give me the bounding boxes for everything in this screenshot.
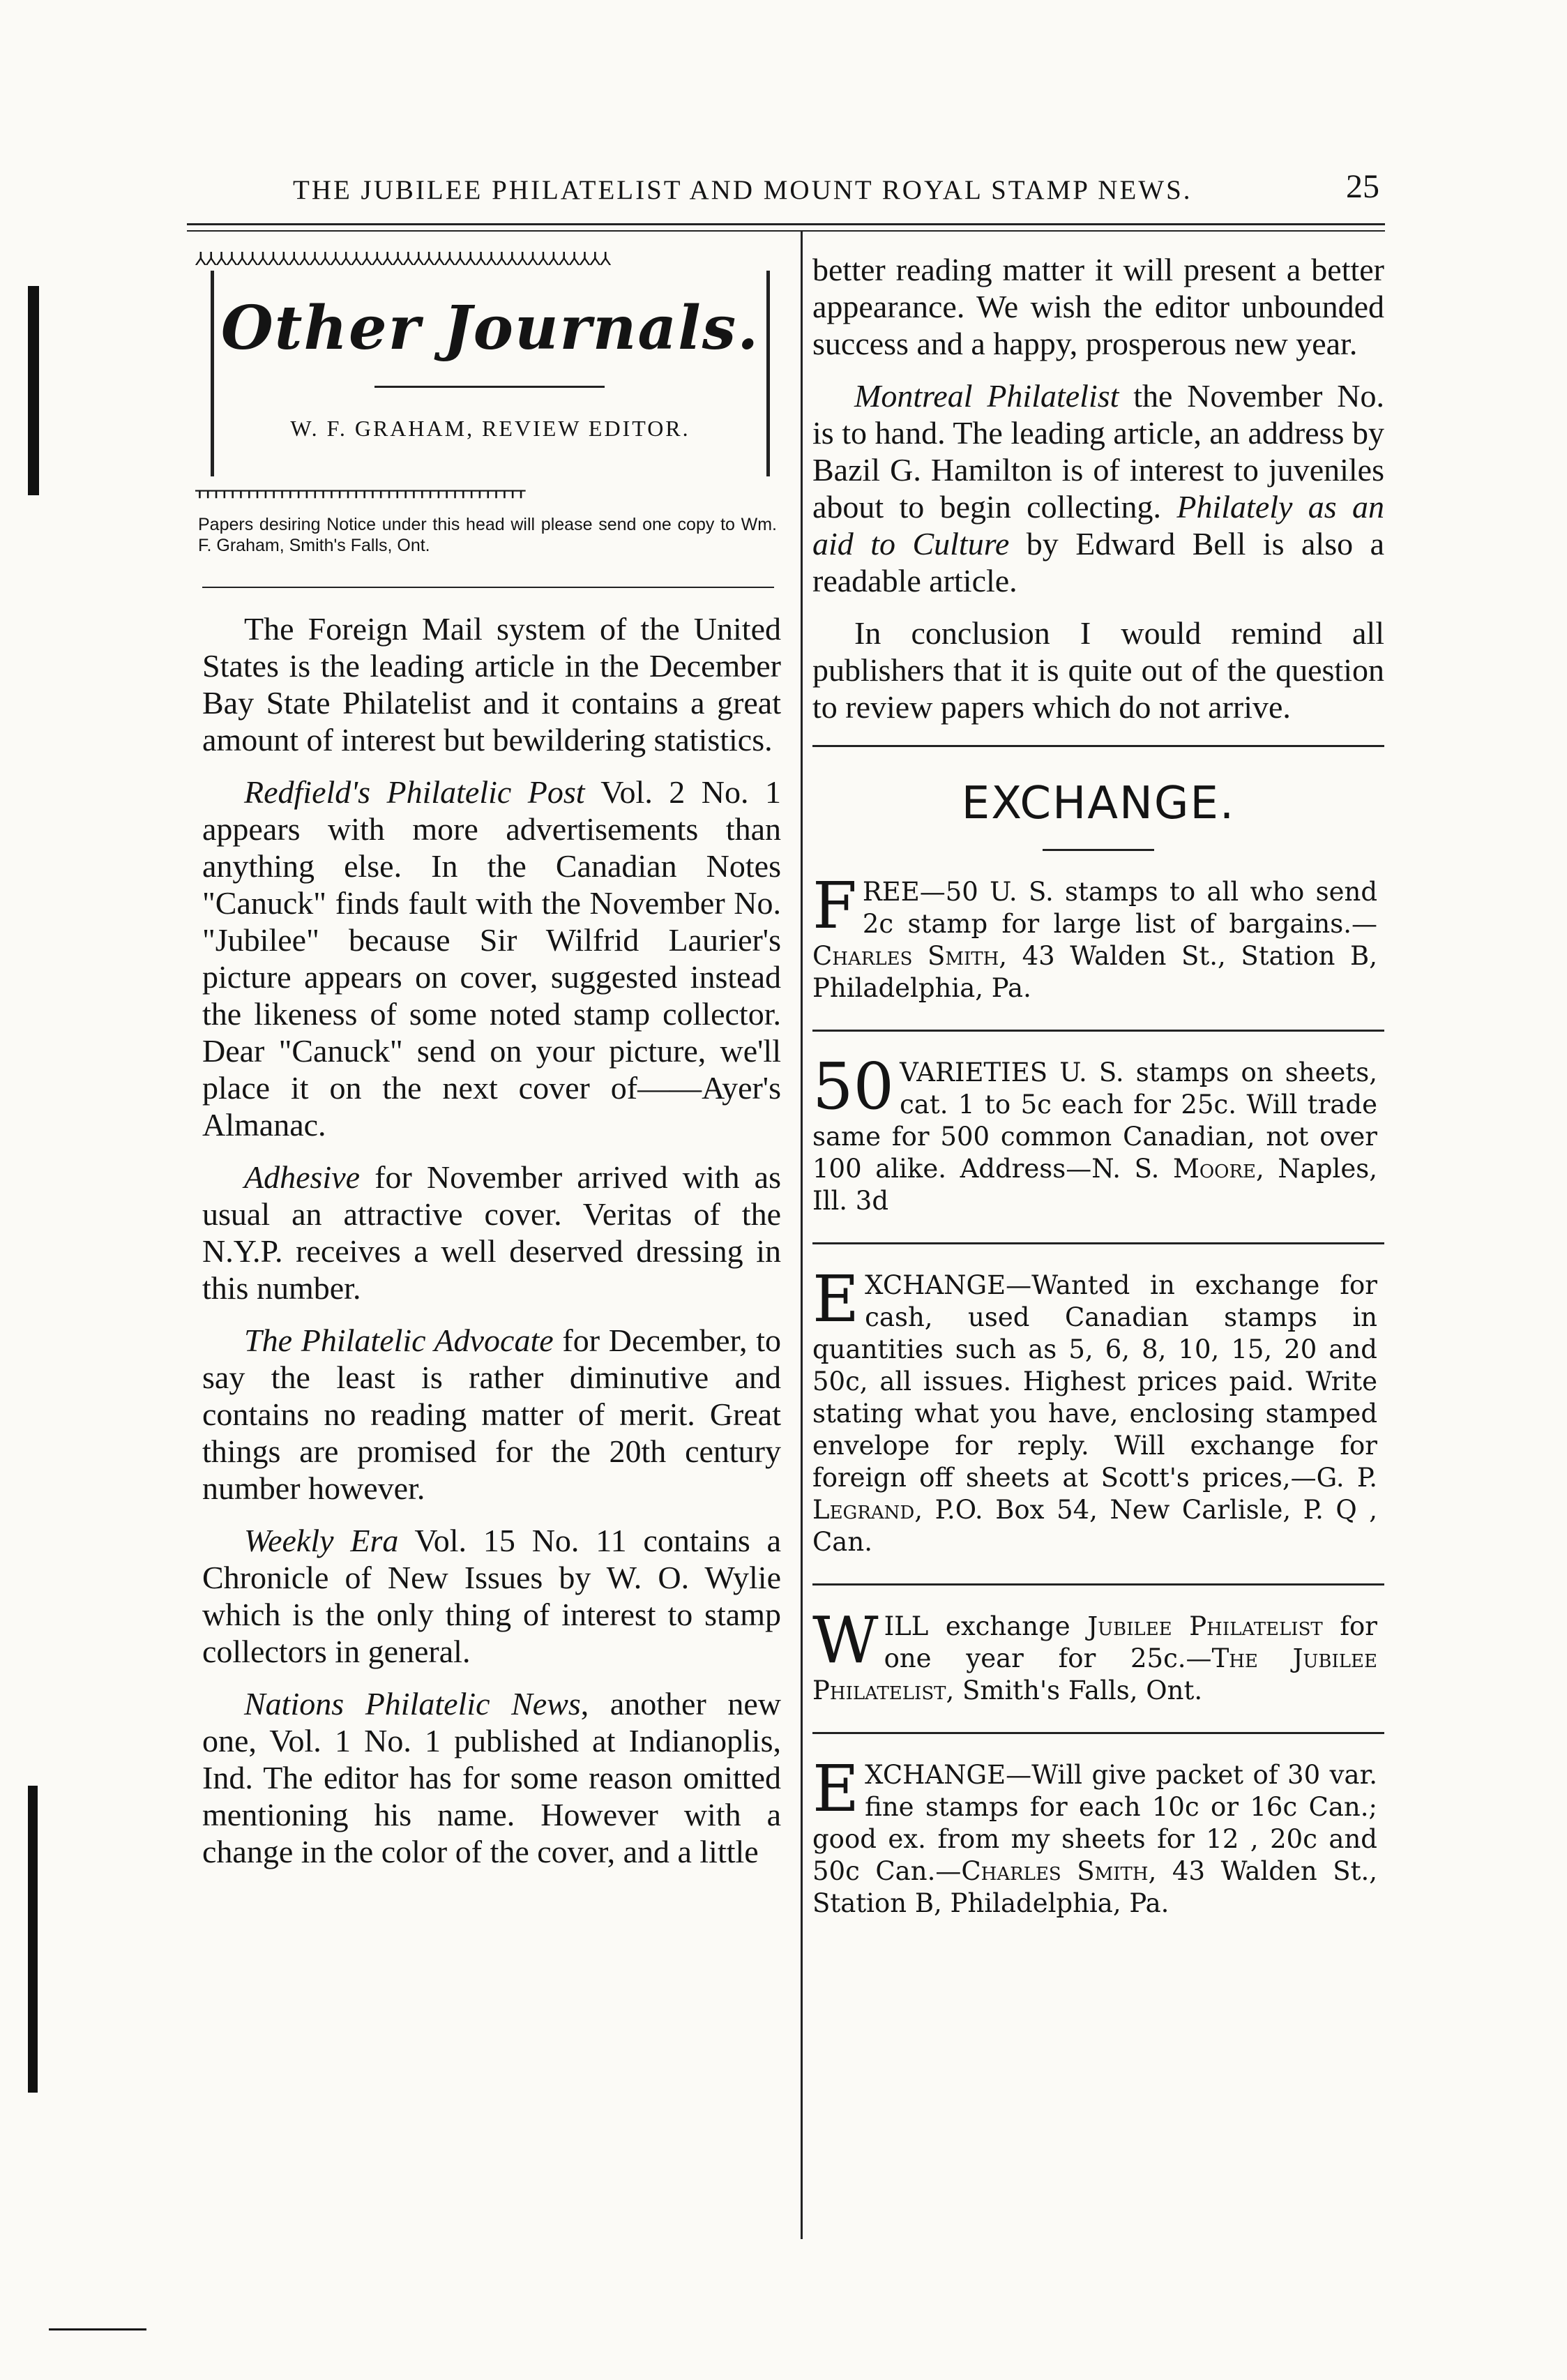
review-adhesive: Adhesive for November arrived with as usual an attractive cover. Veritas of the N.Y.P. receives a well deserved dressing in this number. (202, 1159, 781, 1306)
ad-rule (812, 1732, 1384, 1734)
exchange-heading-rule (1043, 849, 1154, 851)
ad-rule (812, 1242, 1384, 1244)
reviews-text (188, 610, 781, 1870)
publication-name: Jubilee Philatelist (1087, 1611, 1323, 1641)
drop-cap: F (812, 868, 857, 943)
advertiser-name: Charles Smith (812, 941, 999, 971)
review-nations-philatelic-news: Nations Philatelic News, another new one, Vol. 1 No. 1 published at Indianoplis, Ind. The editor has for some reason omitted mentioning his name. However with a change in the color of the cover, and a little (202, 1686, 781, 1869)
ad-rule (812, 1030, 1384, 1032)
margin-dash (49, 2328, 146, 2330)
right-column (812, 251, 1384, 1920)
advertiser-name: Legrand (812, 1495, 915, 1525)
drop-cap: E (812, 1262, 860, 1336)
advertiser-name: Moore (1172, 1154, 1257, 1184)
review-continuation: better reading matter it will present a better appearance. We wish the editor unbounded success and a happy, prosperous new year. (812, 252, 1384, 361)
section-title: Other Journals. (220, 293, 760, 363)
journal-title: Montreal Philatelist (854, 378, 1119, 414)
other-journals-box (195, 251, 781, 499)
review-redfields: Redfield's Philatelic Post Vol. 2 No. 1 appears with more advertisements than anything else. In the Canadian Notes "Canuck" finds fault with the November No. "Jubilee" because Sir Wilfrid Laurier's picture appears on cover, suggested instead the likeness of some noted stamp collector. Dear "Canuck" send on your picture, we'll place it on the next cover of——Ayer's Almanac. (202, 774, 781, 1143)
advertiser-name: Charles Smith (961, 1856, 1149, 1886)
exchange-ad-50-varieties: 50 VARIETIES U. S. stamps on sheets, cat. 1 to 5c each for 25c. Will trade same for 500 common Canadian, not over 100 alike. Address—N. S. Moore, Naples, Ill. 3d (812, 1049, 1377, 1216)
left-column (188, 251, 785, 1885)
journal-title: Redfield's Philatelic Post (244, 774, 585, 810)
drop-cap: W (812, 1603, 879, 1678)
exchange-ad-jubilee-subscription: WILL exchange Jubilee Philatelist for one year for 25c.—The Jubilee Philatelist, Smith's Falls, Ont. (812, 1603, 1377, 1705)
submission-notice: Papers desiring Notice under this head will please send one copy to Wm. F. Graham, Smith's Falls, Ont. (198, 515, 777, 555)
journal-title: Weekly Era (244, 1523, 399, 1558)
journal-title: The Philatelic Advocate (244, 1323, 554, 1358)
article-title: Philately as an aid to Culture (812, 489, 1384, 562)
margin-mark-bottom (28, 1786, 38, 2093)
header-rule (187, 223, 1385, 225)
review-weekly-era: Weekly Era Vol. 15 No. 11 contains a Chronicle of New Issues by W. O. Wylie which is the only thing of interest to stamp collectors in general. (202, 1523, 782, 1669)
review-montreal-philatelist: Montreal Philatelist the November No. is to hand. The leading article, an address by Bazil G. Hamilton is of interest to juveniles about to begin collecting. Philately as an aid to Culture by Edward Bell is also a readable article. (812, 378, 1384, 598)
page-number: 25 (1346, 168, 1379, 205)
header-rule-thin (187, 230, 1385, 232)
journal-title: Adhesive (244, 1159, 361, 1195)
notice-rule (202, 587, 774, 588)
ornament-border-top: ⅄⅄⅄⅄⅄⅄⅄⅄⅄⅄⅄⅄⅄⅄⅄⅄⅄⅄⅄⅄⅄⅄⅄⅄⅄⅄⅄⅄⅄⅄⅄⅄⅄⅄⅄⅄⅄⅄⅄⅄ (195, 251, 611, 268)
exchange-ad-free-stamps: FREE—50 U. S. stamps to all who send 2c stamp for large list of bargains.—Charles Smith, 43 Walden St., Station B, Philadelphia, Pa. (812, 868, 1377, 1003)
exchange-heading: EXCHANGE. (961, 778, 1236, 829)
section-rule (812, 745, 1384, 747)
exchange-ad-wanted-canadian: EXCHANGE—Wanted in exchange for cash, used Canadian stamps in quantities such as 5, 6, 8, 10, 15, 20 and 50c, all issues. Highest prices paid. Write stating what you have, enclosing stamped envelope for reply. Will exchange for foreign off sheets at Scott's prices,—G. P. Legrand, P.O. Box 54, New Carlisle, P. Q , Can. (812, 1262, 1377, 1557)
ad-rule (812, 1583, 1384, 1586)
ornament-border-bottom: ᚁᚁᚁᚁᚁᚁᚁᚁᚁᚁᚁᚁᚁᚁᚁᚁᚁᚁᚁᚁᚁᚁᚁᚁᚁᚁᚁᚁᚁᚁᚁᚁᚁᚁᚁᚁᚁᚁᚁᚁ (195, 482, 525, 499)
reviews-continued (812, 251, 1384, 725)
drop-cap: 50 (812, 1049, 895, 1124)
column-divider (801, 230, 803, 2239)
review-editor-line: W. F. GRAHAM, REVIEW EDITOR. (290, 416, 690, 441)
drop-cap: E (812, 1752, 860, 1826)
margin-mark-top (28, 286, 39, 495)
advertiser-name: The Jubilee Philatelist (812, 1643, 1377, 1705)
title-rule (374, 386, 605, 388)
running-head: THE JUBILEE PHILATELIST AND MOUNT ROYAL STAMP NEWS. (293, 175, 1193, 205)
review-foreign-mail: The Foreign Mail system of the United States is the leading article in the December Bay State Philatelist and it contains a great amount of interest but bewildering statistics. (202, 611, 781, 758)
journal-title: Nations Philatelic News (244, 1686, 581, 1722)
other-journals-frame (211, 271, 770, 476)
exchange-ad-packet: EXCHANGE—Will give packet of 30 var. fine stamps for each 10c or 16c Can.; good ex. from my sheets for 12 , 20c and 50c Can.—Charles Smith, 43 Walden St., Station B, Philadelphia, Pa. (812, 1752, 1377, 1918)
review-conclusion: In conclusion I would remind all publishers that it is quite out of the question to review papers which do not arrive. (812, 615, 1384, 725)
review-philatelic-advocate: The Philatelic Advocate for December, to say the least is rather diminutive and contains no reading matter of merit. Great things are promised for the 20th century number however. (202, 1323, 781, 1506)
